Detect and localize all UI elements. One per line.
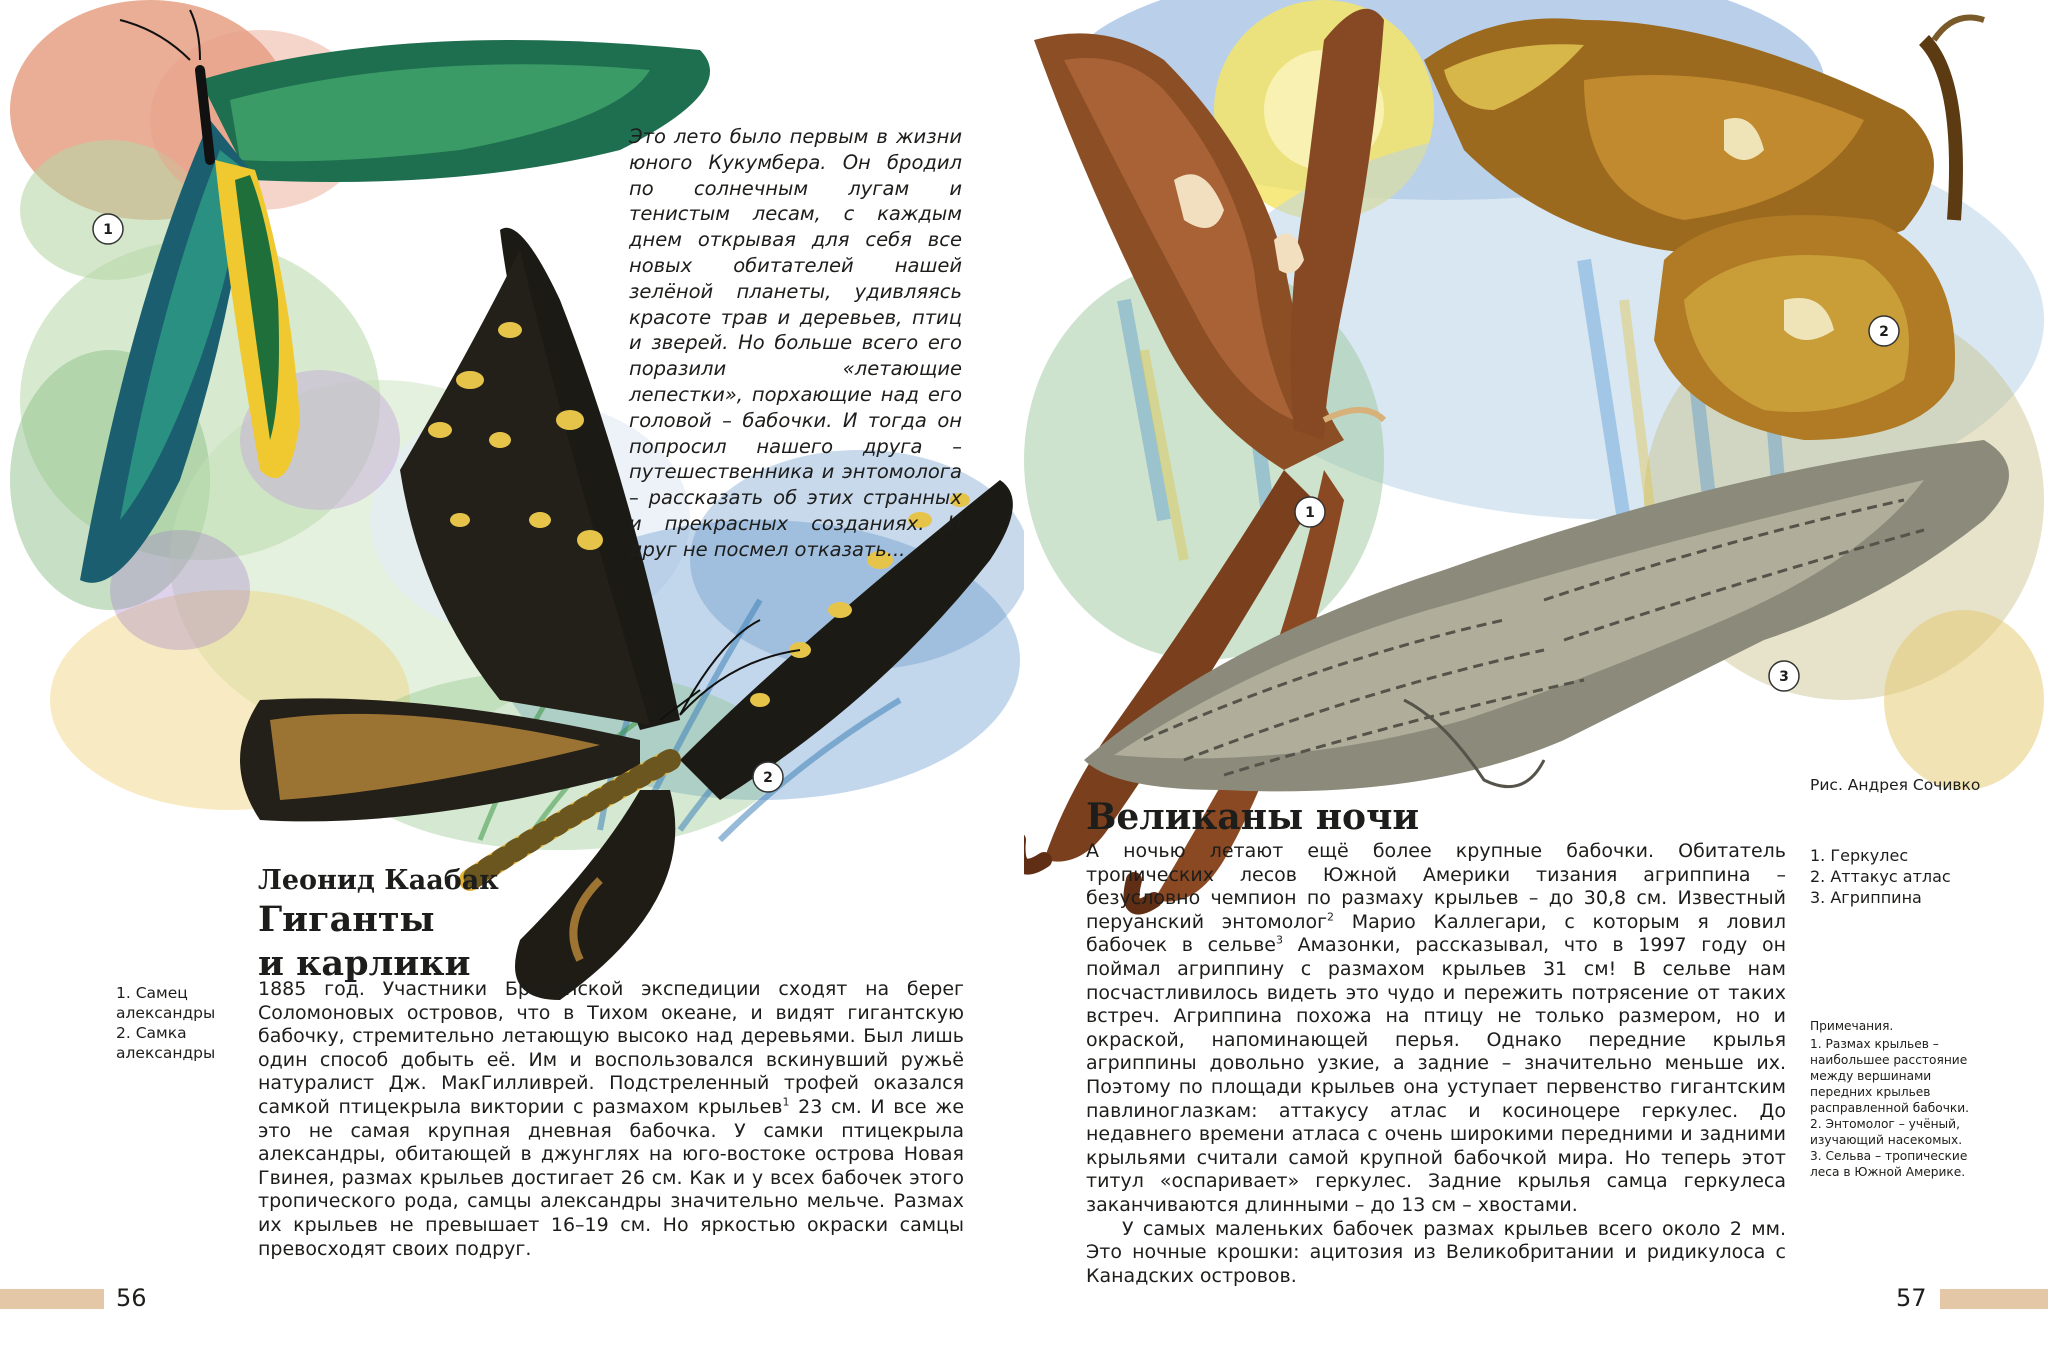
author-name: Леонид Каабак <box>258 865 499 896</box>
svg-text:3: 3 <box>1779 669 1789 685</box>
marker-1 <box>93 214 123 244</box>
figure-legend <box>1810 845 2010 908</box>
page-number-left: 56 <box>116 1284 147 1312</box>
figure-caption <box>116 983 236 1063</box>
article-title-line-1: Гиганты <box>258 899 435 940</box>
right-page <box>1024 0 2048 1354</box>
page-number-right: 57 <box>1896 1284 1927 1312</box>
svg-text:2: 2 <box>1879 324 1889 340</box>
folio-bar-left <box>0 1289 104 1309</box>
footnote-item: 3. Сельва – тропические леса в Южной Америке. <box>1810 1149 1968 1179</box>
intro-text: Это лето было первым в жизни юного Кукумбера. Он бродил по солнечным лугам и тенистым лесам, с каждым днем открывая для себя все новых обитателей нашей зелёной планеты, удивляясь красоте трав и деревьев, птиц и зверей. Но больше всего его поразили «летающие лепестки», порхающие над его головой – бабочки. И тогда он попросил нашего друга – путешественника и энтомолога – рассказать об этих странных и прекрасных созданиях. И друг не посмел отказать... <box>629 125 962 561</box>
marker-2 <box>1869 316 1899 346</box>
marker-3 <box>1769 661 1799 691</box>
footnote-item: 1. Размах крыльев – наибольшее расстояние между вершинами передних крыльев расправленной бабочки. <box>1810 1037 1970 1115</box>
footnote-item: 2. Энтомолог – учёный, изучающий насекомых. <box>1810 1117 1963 1147</box>
caption-item: 1. Самец александры <box>116 984 216 1022</box>
legend-item: 3. Агриппина <box>1810 888 1922 907</box>
body-part-1: А ночью летают ещё более крупные бабочки. Обитатель тропических лесов Южной Америки тизания агриппина – безусловно чемпион по размаху крыльев – до 30,8 см. Известный перуанский энтомолог <box>1086 840 1786 933</box>
footnotes-heading: Примечания. <box>1810 1019 1894 1033</box>
legend-item: 2. Аттакус атлас <box>1810 867 1951 886</box>
article-title-line-2: и карлики <box>258 943 471 984</box>
illustration-credit: Рис. Андрея Сочивко <box>1810 776 1981 794</box>
body-part-3: Амазонки, рассказывал, что в 1997 году он поймал агриппину с размахом крыльев 31 см! В сельве нам посчастливилось видеть это чудо и пережить потрясение от таких встреч. Агриппина похожа на птицу не только размером, но и окраской, напоминающей перья. Однако передние крылья агриппины довольно узкие, а задние – значительно меньше их. Поэтому по площади крыльев она уступает первенство гигантским павлиноглазкам: аттакусу атлас и косиноцере геркулес. До недавнего времени атласа с очень широкими передними и задними крыльями считали самой крупной бабочкой мира. Но теперь этот титул «оспаривает» геркулес. Задние крылья самца геркулеса заканчиваются длинными – до 13 см – хвостами. <box>1086 934 1786 1216</box>
footnotes <box>1810 1018 1980 1180</box>
caption-item: 2. Самка александры <box>116 1024 216 1062</box>
svg-text:1: 1 <box>1305 505 1315 521</box>
svg-text:1: 1 <box>103 222 113 238</box>
legend-item: 1. Геркулес <box>1810 846 1909 865</box>
footnote-ref-1: 1 <box>782 1095 790 1109</box>
right-body-text <box>1086 840 1786 1288</box>
body-part-2: Марио Каллегари, с которым я ловил бабочек в сельве <box>1086 910 1786 957</box>
left-body-text <box>258 978 964 1261</box>
folio-bar-right <box>1940 1289 2048 1309</box>
marker-1 <box>1295 497 1325 527</box>
section-title: Великаны ночи <box>1086 796 1420 838</box>
footnote-ref-2: 2 <box>1327 910 1335 924</box>
marker-2 <box>753 762 783 792</box>
article-title <box>258 898 558 986</box>
footnote-ref-3: 3 <box>1276 934 1283 948</box>
svg-text:2: 2 <box>763 770 773 786</box>
body-paragraph-2: У самых маленьких бабочек размах крыльев всего около 2 мм. Это ночные крошки: ацитозия из Великобритании и ридикулоса с Канадских островов. <box>1086 1217 1786 1287</box>
body-part-1: 1885 год. Участники Британской экспедиции сходят на берег Соломоновых островов, что в Тихом океане, и видят гигантскую бабочку, стремительно летающую высоко над деревьями. Был лишь один способ добыть её. Им и воспользовался вскинувший ружьё натуралист Дж. МакГилливрей. Подстреленный трофей оказался самкой птицекрыла виктории с размахом крыльев <box>258 978 964 1118</box>
body-part-2: 23 см. И все же это не самая крупная дневная бабочка. У самки птицекрыла александры, обитающей в джунглях на юго-востоке острова Новая Гвинея, размах крыльев достигает 26 см. Как и у всех бабочек этого тропического рода, самцы александры значительно мельче. Размах их крыльев не превышает 16–19 см. Но яркостью окраски самцы превосходят своих подруг. <box>258 1095 965 1260</box>
